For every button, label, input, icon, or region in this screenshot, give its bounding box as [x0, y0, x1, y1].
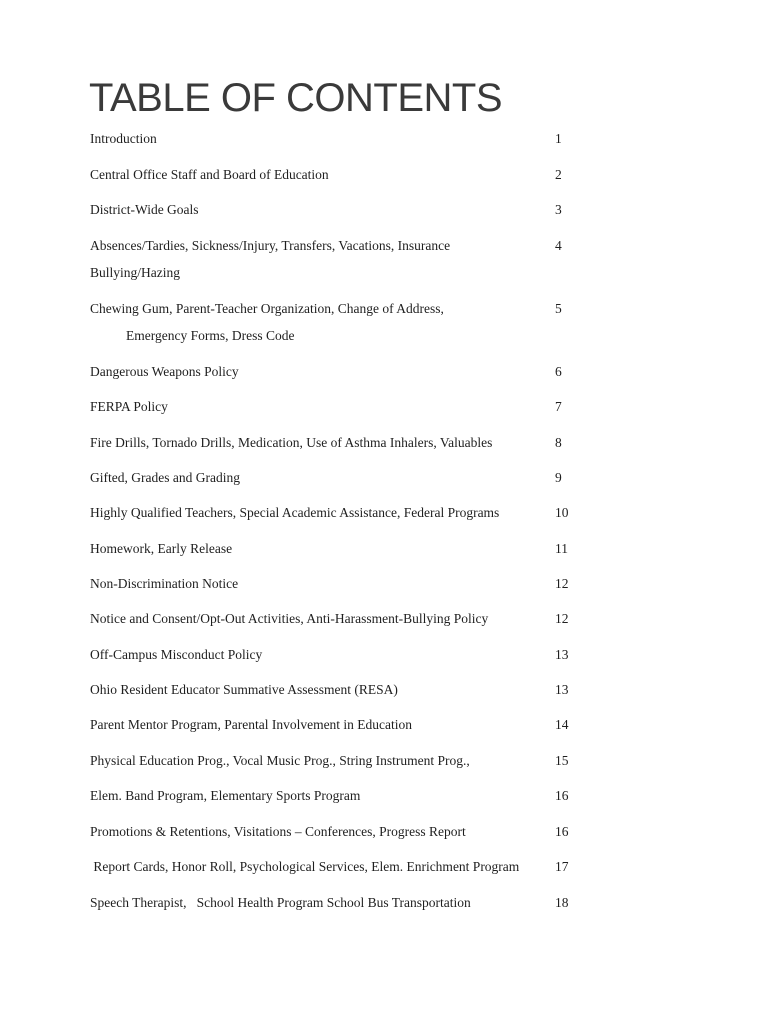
toc-entry-text: Ohio Resident Educator Summative Assessment (RESA) — [90, 682, 398, 697]
toc-entry — [90, 540, 590, 558]
toc-entry-text: Gifted, Grades and Grading — [90, 470, 240, 485]
toc-entry — [90, 823, 590, 841]
toc-entry — [90, 363, 590, 381]
toc-entry-text: Absences/Tardies, Sickness/Injury, Transfers, Vacations, Insurance — [90, 238, 451, 253]
toc-entry-page: 1 — [555, 131, 562, 146]
toc-entry-page: 8 — [555, 435, 562, 450]
toc-entry — [90, 504, 590, 522]
toc-entry-text: FERPA Policy — [90, 399, 168, 414]
toc-entry-page: 2 — [555, 167, 562, 182]
toc-entry — [90, 646, 590, 664]
toc-entry-text: Homework, Early Release — [90, 541, 233, 556]
toc-entry — [90, 201, 590, 219]
toc-entry-page: 13 — [555, 682, 569, 697]
toc-entry-page: 5 — [555, 301, 562, 316]
toc-entry-page: 6 — [555, 364, 562, 379]
toc-entry — [90, 752, 590, 770]
toc-entry-page: 7 — [555, 399, 562, 414]
toc-entry-text-continued: Bullying/Hazing — [90, 265, 180, 280]
toc-entry-page: 11 — [555, 541, 568, 556]
toc-entry — [90, 434, 590, 452]
toc-entry — [90, 716, 590, 734]
toc-entry-text: District-Wide Goals — [90, 202, 199, 217]
toc-entry-page: 14 — [555, 717, 569, 732]
toc-entry-text: Report Cards, Honor Roll, Psychological Services, Elem. Enrichment Program — [90, 859, 520, 874]
toc-entry — [90, 858, 590, 876]
page-title: TABLE OF CONTENTS — [89, 76, 503, 120]
toc-entry-text: Notice and Consent/Opt-Out Activities, Anti-Harassment-Bullying Policy — [90, 611, 489, 626]
toc-entry-text: Off-Campus Misconduct Policy — [90, 647, 263, 662]
toc-entry-text: Introduction — [90, 131, 157, 146]
toc-entry-text: Physical Education Prog., Vocal Music Prog., String Instrument Prog., — [90, 753, 470, 768]
toc-entry — [90, 610, 590, 628]
toc-entry-page: 18 — [555, 895, 569, 910]
toc-entry-page: 16 — [555, 788, 569, 803]
toc-entry-text: Chewing Gum, Parent-Teacher Organization, Change of Address, — [90, 301, 444, 316]
toc-entry-page: 17 — [555, 859, 569, 874]
toc-entry — [90, 130, 590, 148]
toc-entry — [90, 237, 590, 282]
toc-entry-text-continued: Emergency Forms, Dress Code — [126, 328, 295, 343]
toc-entry — [90, 300, 590, 345]
toc-entry-text: Fire Drills, Tornado Drills, Medication, Use of Asthma Inhalers, Valuables — [90, 435, 493, 450]
toc-entry-page: 10 — [555, 505, 569, 520]
toc-entry — [90, 575, 590, 593]
toc-entry-text: Parent Mentor Program, Parental Involvement in Education — [90, 717, 413, 732]
toc-entry — [90, 894, 590, 912]
toc-entry-page: 13 — [555, 647, 569, 662]
toc-entry-page: 9 — [555, 470, 562, 485]
toc-entry — [90, 469, 590, 487]
toc-entry — [90, 681, 590, 699]
toc-entry-page: 12 — [555, 576, 569, 591]
toc-entry — [90, 398, 590, 416]
toc-entry-text: Non-Discrimination Notice — [90, 576, 239, 591]
toc-entry — [90, 787, 590, 805]
toc-entry-page: 12 — [555, 611, 569, 626]
toc-entry-page: 4 — [555, 238, 562, 253]
toc-entry-text: Promotions & Retentions, Visitations – Conferences, Progress Report — [90, 824, 466, 839]
toc-entry-page: 15 — [555, 753, 569, 768]
toc-entry-text: Speech Therapist, School Health Program School Bus Transportation — [90, 895, 471, 910]
toc-entry — [90, 166, 590, 184]
toc-entry-text: Dangerous Weapons Policy — [90, 364, 239, 379]
toc-entry-text: Central Office Staff and Board of Education — [90, 167, 329, 182]
toc-entry-page: 16 — [555, 824, 569, 839]
toc-entry-text: Highly Qualified Teachers, Special Academic Assistance, Federal Programs — [90, 505, 500, 520]
toc-entry-text: Elem. Band Program, Elementary Sports Program — [90, 788, 361, 803]
toc-entry-page: 3 — [555, 202, 562, 217]
